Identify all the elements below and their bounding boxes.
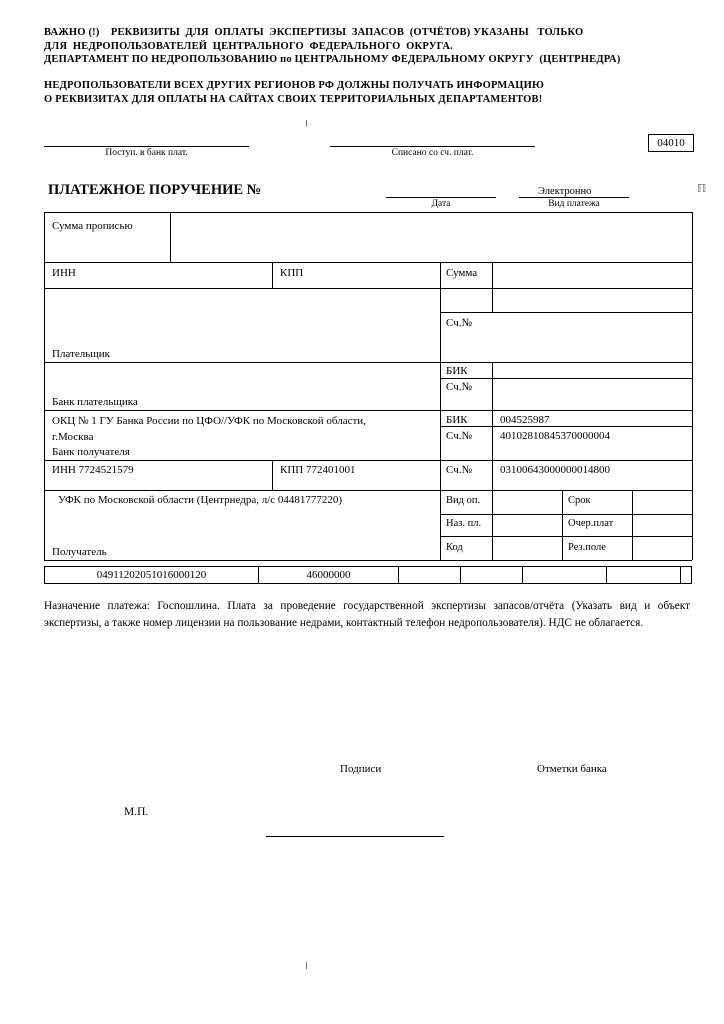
- date-caption: Дата: [431, 199, 451, 209]
- warning-block-2: [44, 79, 684, 106]
- payer-bank-acc-label: Сч.№: [446, 381, 472, 393]
- grid-line-payeebank-bik-bottom: [440, 426, 692, 427]
- bottom-tick-mark: [306, 962, 307, 969]
- payee-bank-acc-label: Сч.№: [446, 430, 472, 442]
- bank-marks-label: Отметки банка: [537, 763, 607, 775]
- code-cell-3: [399, 567, 461, 583]
- warning-line-1: ВАЖНО (!) РЕКВИЗИТЫ ДЛЯ ОПЛАТЫ ЭКСПЕРТИЗЫ ЗАПАСОВ (ОТЧЁТОВ) УКАЗАНЫ ТОЛЬКО: [44, 27, 584, 38]
- postup-line: [44, 146, 249, 147]
- spisano-line: [330, 146, 535, 147]
- payer-label: Плательщик: [52, 348, 110, 360]
- payment-kind-caption: Вид платежа: [548, 199, 600, 209]
- payee-acc-label: Сч.№: [446, 464, 472, 476]
- postup-caption: Поступ. в банк плат.: [105, 148, 188, 158]
- code-cell-6: [607, 567, 681, 583]
- payee-bank-bik-label: БИК: [446, 414, 468, 426]
- grid-vline-left: [44, 212, 45, 560]
- naz-pl-label: Наз. пл.: [446, 518, 482, 529]
- sum-words-label: Сумма прописью: [52, 220, 133, 232]
- payee-kpp-label: КПП 772401001: [280, 464, 356, 476]
- payer-bank-bik-label: БИК: [446, 365, 468, 377]
- kod-label: Код: [446, 542, 463, 553]
- kbk-cell: 04911202051016000120: [45, 567, 259, 583]
- grid-line-payerbank-bottom: [44, 410, 692, 411]
- grid-line-bik-bottom: [440, 378, 692, 379]
- grid-line-sum-words-bottom: [44, 262, 692, 263]
- grid-vline-kpp-payee: [272, 460, 273, 490]
- payee-label: Получатель: [52, 546, 107, 558]
- grid-line-nazpl-bottom: [440, 536, 692, 537]
- oktmo-cell: 46000000: [259, 567, 399, 583]
- payment-kind-line: [519, 197, 629, 198]
- ocher-plat-label: Очер.плат: [568, 518, 614, 529]
- grid-line-payeebank-bottom: [44, 460, 692, 461]
- payee-acc-value: 03100643000000014800: [500, 464, 610, 476]
- sum-label: Сумма: [446, 267, 478, 279]
- warning-line-2: ДЛЯ НЕДРОПОЛЬЗОВАТЕЛЕЙ ЦЕНТРАЛЬНОГО ФЕДЕРАЛЬНОГО ОКРУГА.: [44, 40, 453, 52]
- grid-vline-srok-col: [562, 490, 563, 560]
- payee-bank-name: ОКЦ № 1 ГУ Банка России по ЦФО//УФК по Московской области,: [52, 415, 366, 427]
- grid-line-top: [44, 212, 692, 213]
- stamp-place-label: М.П.: [124, 806, 149, 818]
- date-line: [386, 197, 496, 198]
- grid-vline-column: [440, 262, 441, 560]
- signature-line: [266, 836, 444, 837]
- payee-name: УФК по Московской области (Центрнедра, л/с 04481777220): [58, 494, 343, 506]
- payer-bank-label: Банк плательщика: [52, 396, 138, 408]
- code-cell-4: [461, 567, 523, 583]
- signatures-label: Подписи: [340, 763, 382, 775]
- right-edge-bracket: ℿ: [697, 183, 707, 195]
- kpp-label: КПП: [280, 267, 304, 279]
- payment-purpose-text: Назначение платежа: Госпошлина. Плата за проведение государственной экспертизы запасов/отчёта (Указать вид и объект экспертизы, а также номер лицензии на пользование недрами, контактный телефон недропользователя). НДС не облагается.: [44, 600, 690, 629]
- grid-line-bottom: [44, 560, 692, 561]
- inn-label: ИНН: [52, 267, 76, 279]
- document-title: ПЛАТЕЖНОЕ ПОРУЧЕНИЕ №: [48, 182, 262, 198]
- code-cell-7: [681, 567, 691, 583]
- account-label: Сч.№: [446, 317, 472, 329]
- warning-line-3: ДЕПАРТАМЕНТ ПО НЕДРОПОЛЬЗОВАНИЮ по ЦЕНТРАЛЬНОМУ ФЕДЕРАЛЬНОМУ ОКРУГУ (ЦЕНТРНЕДРА): [44, 54, 621, 66]
- form-code-box: 04010: [648, 134, 694, 152]
- top-tick-mark: [306, 120, 307, 127]
- budget-code-row: [44, 566, 692, 584]
- payee-bank-city: г.Москва: [52, 431, 94, 443]
- grid-line-inn-bottom: [44, 288, 692, 289]
- srok-label: Срок: [568, 495, 591, 506]
- grid-vline-vidop-col: [492, 490, 493, 560]
- grid-vline-sumlabel: [492, 262, 493, 312]
- spisano-caption: Списано со сч. плат.: [391, 148, 474, 158]
- payee-bank-label: Банк получателя: [52, 446, 130, 458]
- grid-vline-kpp: [272, 262, 273, 288]
- code-cell-5: [523, 567, 607, 583]
- grid-line-payee-inn-bottom: [44, 490, 692, 491]
- grid-line-vidop-bottom: [440, 514, 692, 515]
- grid-vline-bik-col: [492, 362, 493, 490]
- warning-line-5: О РЕКВИЗИТАХ ДЛЯ ОПЛАТЫ НА САЙТАХ СВОИХ ТЕРРИТОРИАЛЬНЫХ ДЕПАРТАМЕНТОВ!: [44, 93, 543, 105]
- warning-block-1: [44, 26, 684, 67]
- payment-kind-value: Электронно: [538, 186, 592, 197]
- grid-line-payer-bottom: [44, 362, 692, 363]
- payee-bank-acc-value: 40102810845370000004: [500, 430, 610, 442]
- grid-vline-sum-words: [170, 212, 171, 262]
- rez-pole-label: Рез.поле: [568, 542, 606, 553]
- payee-bank-bik-value: 004525987: [500, 414, 550, 426]
- payee-inn-label: ИНН 7724521579: [52, 464, 134, 476]
- grid-vline-right: [692, 212, 693, 560]
- vid-op-label: Вид оп.: [446, 495, 481, 506]
- grid-vline-srok-val: [632, 490, 633, 560]
- grid-line-sum-bottom: [440, 312, 692, 313]
- warning-line-4: НЕДРОПОЛЬЗОВАТЕЛИ ВСЕХ ДРУГИХ РЕГИОНОВ РФ ДОЛЖНЫ ПОЛУЧАТЬ ИНФОРМАЦИЮ: [44, 80, 545, 91]
